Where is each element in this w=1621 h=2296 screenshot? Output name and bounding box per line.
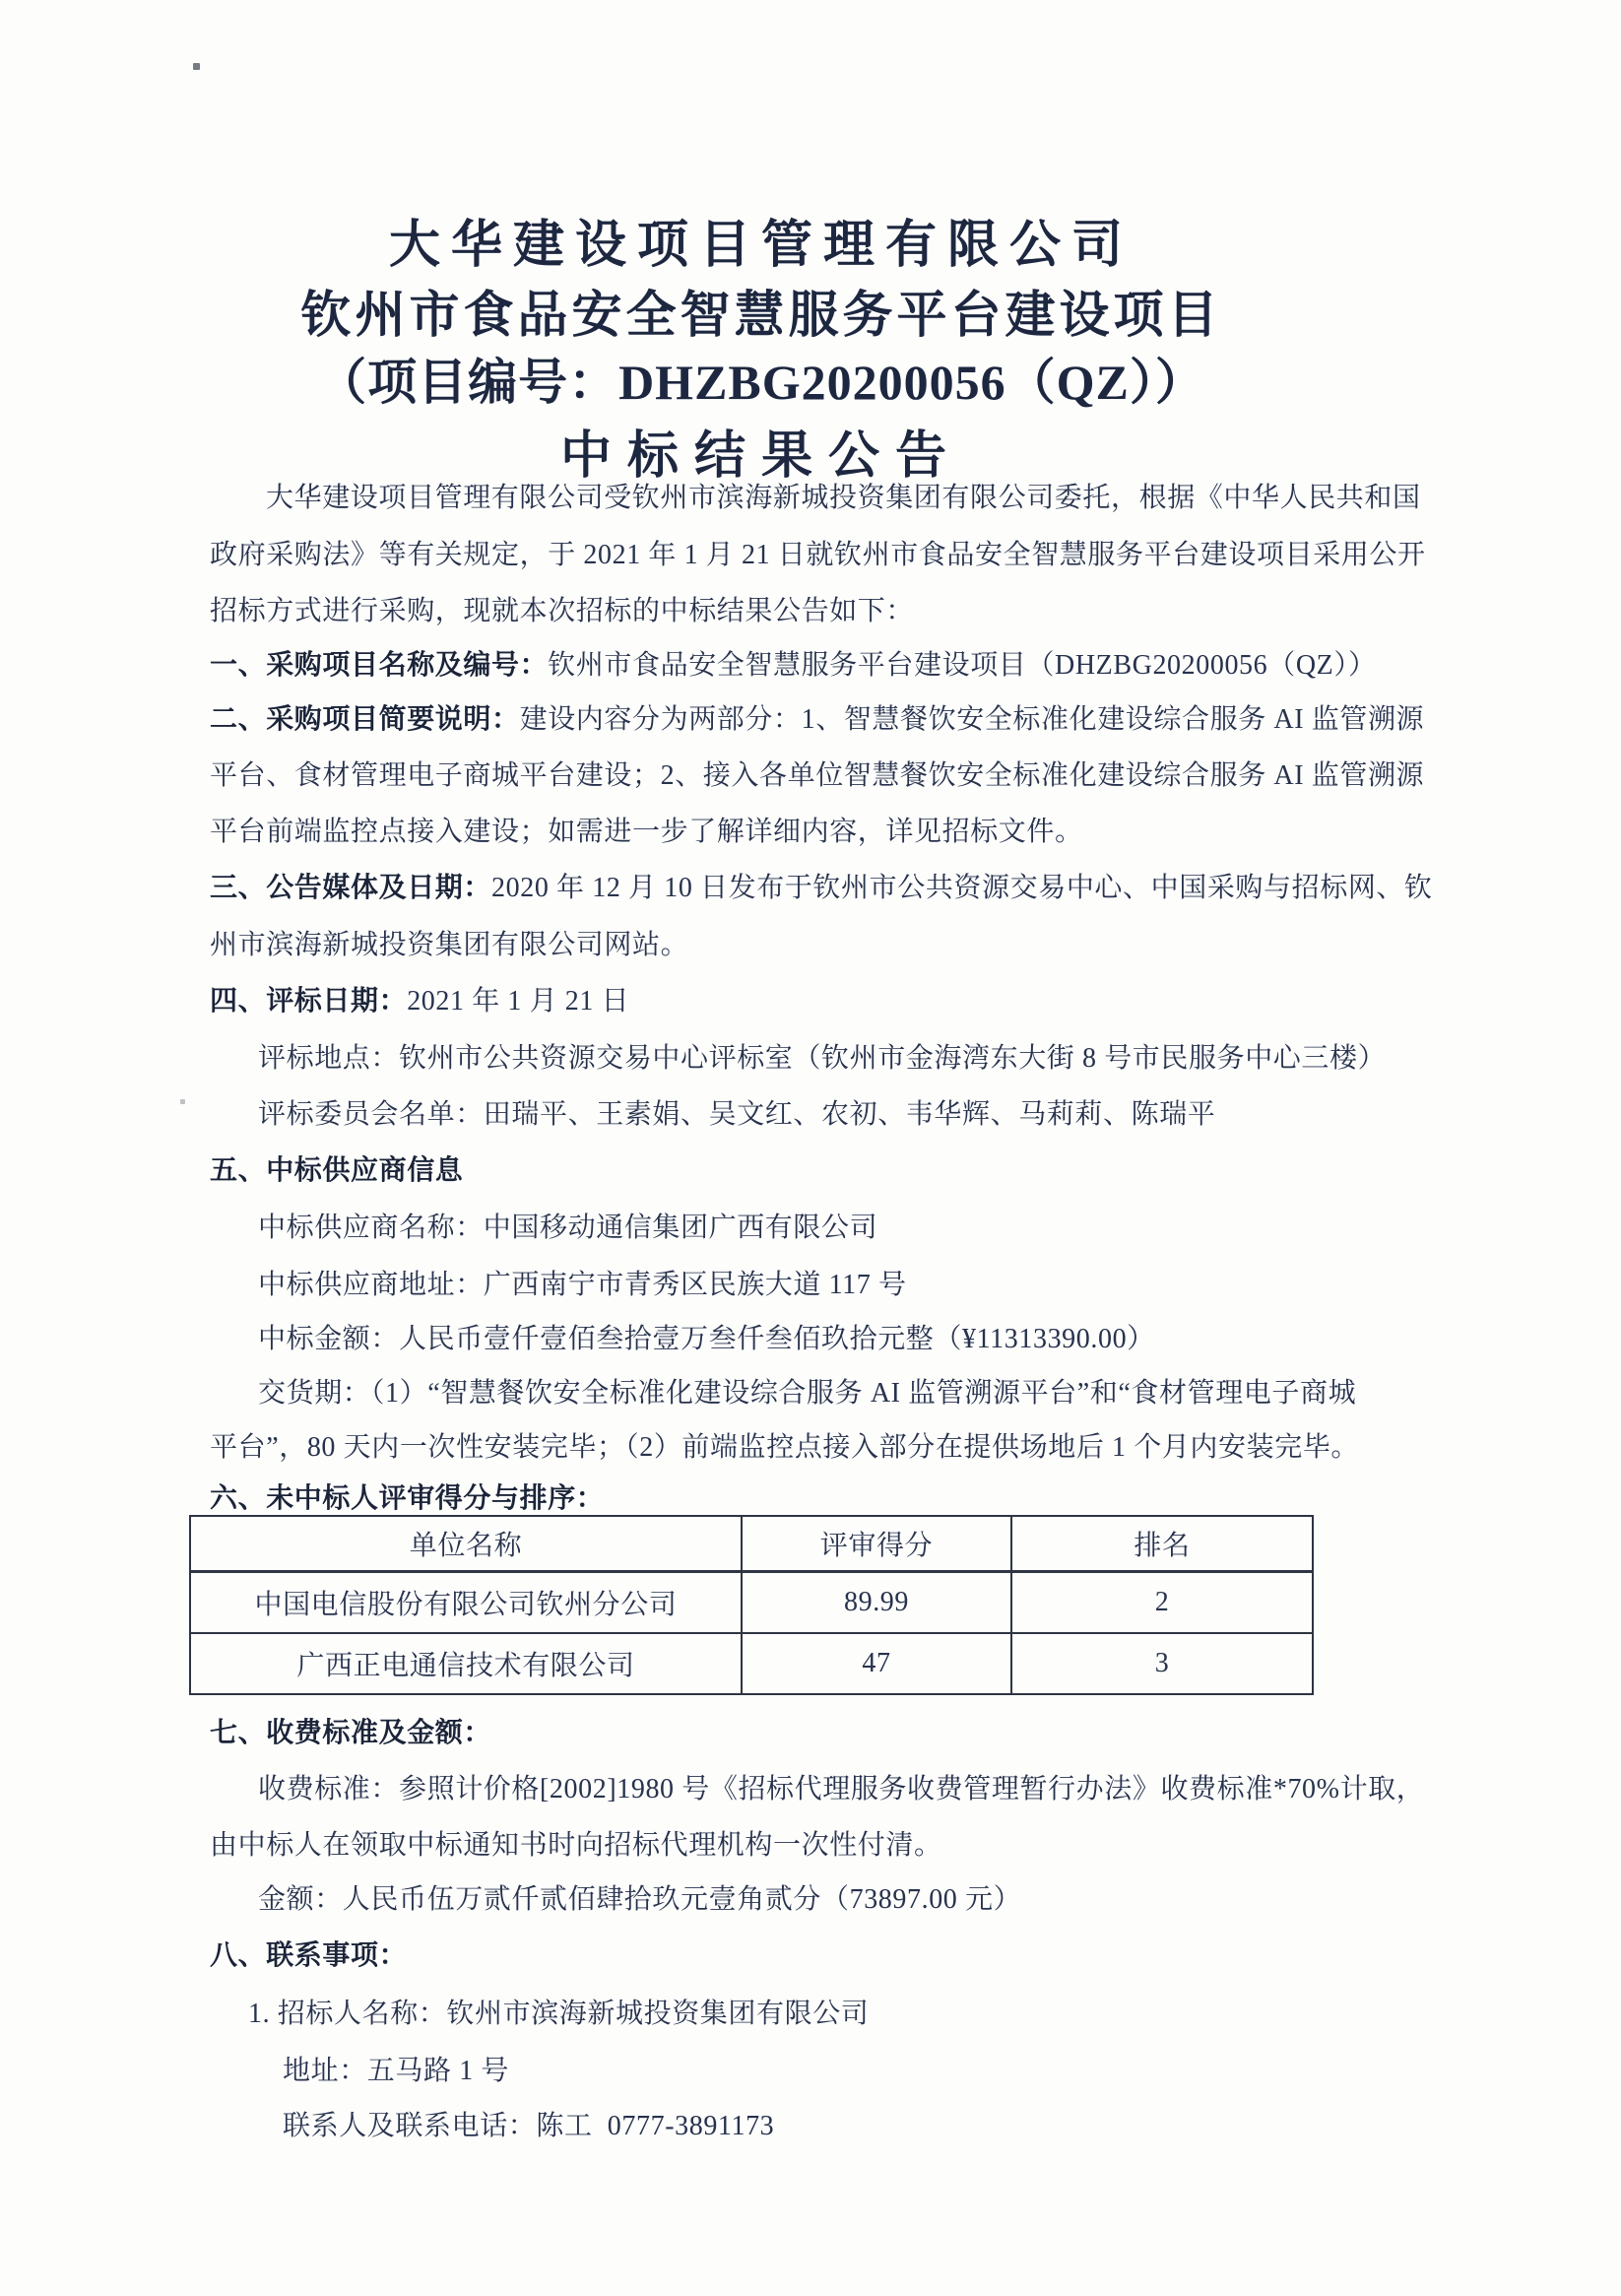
delivery-line-2: 平台”，80 天内一次性安装完毕；（2）前端监控点接入部分在提供场地后 1 个月内安装完毕。 bbox=[210, 1432, 1360, 1463]
section-1-text: 钦州市食品安全智慧服务平台建设项目（DHZBG20200056（QZ）） bbox=[548, 650, 1377, 681]
scan-artifact-dot bbox=[180, 1099, 185, 1104]
section-4-line bbox=[210, 985, 629, 1018]
intro-line-2: 政府采购法》等有关规定，于 2021 年 1 月 21 日就钦州市食品安全智慧服务平台建设项目采用公开 bbox=[210, 540, 1426, 570]
section-2-line-1 bbox=[210, 703, 1424, 737]
table-cell-score: 89.99 bbox=[742, 1572, 1011, 1634]
table-row bbox=[190, 1633, 1313, 1694]
section-7-heading: 七、收费标准及金额： bbox=[210, 1718, 492, 1748]
section-2-text-1: 建设内容分为两部分：1、智慧餐饮安全标准化建设综合服务 AI 监管溯源 bbox=[519, 704, 1425, 735]
table-cell-rank: 2 bbox=[1011, 1572, 1313, 1634]
table-header-score: 评审得分 bbox=[742, 1516, 1011, 1572]
scan-artifact-dot bbox=[193, 63, 200, 70]
table-cell-score: 47 bbox=[742, 1633, 1011, 1694]
section-1-label: 一、采购项目名称及编号： bbox=[210, 650, 549, 681]
section-6-heading: 六、未中标人评审得分与排序： bbox=[210, 1483, 605, 1514]
evaluation-committee-line: 评标委员会名单：田瑞平、王素娟、吴文红、农初、韦华辉、马莉莉、陈瑞平 bbox=[258, 1099, 1216, 1130]
table-row bbox=[190, 1572, 1313, 1634]
fee-amount-line: 金额：人民币伍万贰仟贰佰肆拾玖元壹角贰分（73897.00 元） bbox=[258, 1884, 1022, 1915]
title-line-project: 钦州市食品安全智慧服务平台建设项目 bbox=[300, 289, 1222, 344]
evaluation-date: 2021 年 1 月 21 日 bbox=[407, 986, 630, 1017]
bidder-address-line: 地址：五马路 1 号 bbox=[283, 2056, 510, 2086]
table-header-rank: 排名 bbox=[1011, 1516, 1313, 1572]
bidder-name-line: 1. 招标人名称：钦州市滨海新城投资集团有限公司 bbox=[248, 1999, 870, 2029]
section-3-line-1 bbox=[210, 872, 1433, 905]
section-3-label: 三、公告媒体及日期： bbox=[210, 873, 492, 903]
losing-bidders-table bbox=[189, 1515, 1314, 1695]
table-cell-company: 广西正电通信技术有限公司 bbox=[190, 1633, 742, 1694]
section-3-text-1: 2020 年 12 月 10 日发布于钦州市公共资源交易中心、中国采购与招标网、钦 bbox=[491, 873, 1433, 903]
title-line-announcement: 中标结果公告 bbox=[559, 428, 962, 485]
section-5-heading: 五、中标供应商信息 bbox=[210, 1155, 464, 1186]
table-cell-rank: 3 bbox=[1011, 1633, 1313, 1694]
table-cell-company: 中国电信股份有限公司钦州分公司 bbox=[190, 1572, 742, 1634]
fee-standard-line-1: 收费标准：参照计价格[2002]1980 号《招标代理服务收费管理暂行办法》收费标准*70%计取， bbox=[258, 1774, 1425, 1804]
winner-address-line: 中标供应商地址：广西南宁市青秀区民族大道 117 号 bbox=[258, 1270, 907, 1300]
fee-standard-line-2: 由中标人在领取中标通知书时向招标代理机构一次性付清。 bbox=[210, 1830, 942, 1861]
winner-amount-line: 中标金额：人民币壹仟壹佰叁拾壹万叁仟叁佰玖拾元整（¥11313390.00） bbox=[258, 1324, 1155, 1354]
contact-line: 联系人及联系电话：陈工 0777-3891173 bbox=[283, 2111, 775, 2141]
section-2-line-2: 平台、食材管理电子商城平台建设；2、接入各单位智慧餐饮安全标准化建设综合服务 AI 监管溯源 bbox=[210, 760, 1425, 791]
winner-name-line: 中标供应商名称：中国移动通信集团广西有限公司 bbox=[258, 1213, 878, 1243]
section-2-line-3: 平台前端监控点接入建设；如需进一步了解详细内容，详见招标文件。 bbox=[210, 817, 1083, 847]
title-line-agency: 大华建设项目管理有限公司 bbox=[388, 218, 1134, 274]
intro-line-1: 大华建设项目管理有限公司受钦州市滨海新城投资集团有限公司委托，根据《中华人民共和国 bbox=[266, 483, 1421, 513]
section-3-line-2: 州市滨海新城投资集团有限公司网站。 bbox=[210, 930, 689, 960]
delivery-line-1: 交货期：（1）“智慧餐饮安全标准化建设综合服务 AI 监管溯源平台”和“食材管理电子商城 bbox=[258, 1378, 1357, 1409]
intro-line-3: 招标方式进行采购，现就本次招标的中标结果公告如下： bbox=[210, 596, 915, 626]
table-header-row bbox=[190, 1516, 1313, 1572]
table-header-company: 单位名称 bbox=[190, 1516, 742, 1572]
title-line-project-number: （项目编号：DHZBG20200056（QZ）） bbox=[317, 355, 1205, 410]
evaluation-location-line: 评标地点：钦州市公共资源交易中心评标室（钦州市金海湾东大街 8 号市民服务中心三楼） bbox=[258, 1043, 1387, 1074]
section-1-line bbox=[210, 649, 1377, 683]
section-8-heading: 八、联系事项： bbox=[210, 1940, 408, 1971]
section-2-label: 二、采购项目简要说明： bbox=[210, 704, 520, 735]
section-4-label: 四、评标日期： bbox=[210, 986, 408, 1017]
